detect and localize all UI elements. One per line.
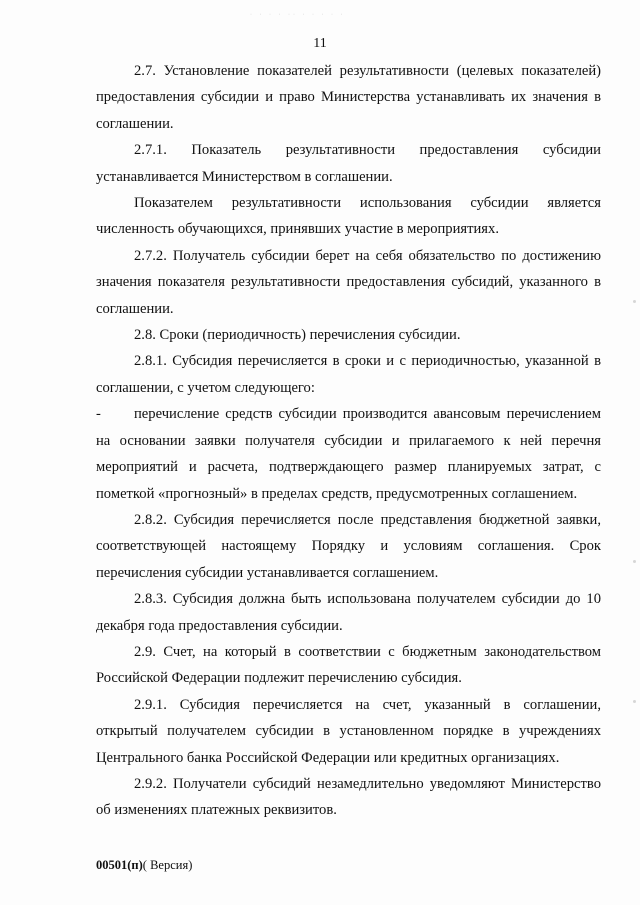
- scan-speck: [633, 300, 636, 303]
- scan-speck: [633, 700, 636, 703]
- scan-speck: [633, 560, 636, 563]
- scan-artifact: · · · · ·· · · · · ·: [250, 12, 346, 18]
- bullet-marker: -: [96, 406, 101, 423]
- paragraph-2-8-2: 2.8.2. Субсидия перечисляется после представления бюджетной заявки, соответствующей настоящему Порядку и условиям соглашения. Срок перечисления субсидии устанавливается соглашением.: [96, 511, 601, 581]
- paragraph-2-7: 2.7. Установление показателей результативности (целевых показателей) предоставления субсидии и право Министерства устанавливать их значения в соглашении.: [96, 63, 601, 132]
- document-body: [96, 58, 601, 824]
- document-footer: [96, 857, 192, 873]
- bullet-item: [96, 401, 601, 507]
- page-number: 11: [313, 36, 327, 51]
- paragraph-indicator: Показателем результативности использования субсидии является численность обучающихся, принявших участие в мероприятиях.: [96, 195, 601, 238]
- paragraph-2-9-2: 2.9.2. Получатели субсидий незамедлительно уведомляют Министерство об изменениях платежных реквизитов.: [96, 775, 601, 819]
- paragraph-2-8-3: 2.8.3. Субсидия должна быть использована получателем субсидии до 10 декабря года предоставления субсидии.: [96, 591, 601, 634]
- paragraph-2-8: 2.8. Сроки (периодичность) перечисления субсидии.: [134, 327, 461, 344]
- paragraph-2-7-2: 2.7.2. Получатель субсидии берет на себя обязательство по достижению значения показателя результативности предоставления субсидий, указанного в соглашении.: [96, 247, 601, 317]
- footer-label: ( Версия): [142, 858, 193, 872]
- paragraph-2-9: 2.9. Счет, на который в соответствии с бюджетным законодательством Российской Федерации подлежит перечислению субсидия.: [96, 643, 601, 687]
- bullet-text: перечисление средств субсидии производится авансовым перечислением на основании заявки получателя субсидии и прилагаемого к ней перечня мероприятий и расчета, подтверждающего размер планируемых затрат, с пометкой «прогнозный» в пределах средств, предусмотренных соглашением.: [96, 406, 601, 502]
- paragraph-2-7-1: 2.7.1. Показатель результативности предоставления субсидии устанавливается Министерством в соглашении.: [96, 142, 601, 185]
- paragraph-2-8-1: 2.8.1. Субсидия перечисляется в сроки и с периодичностью, указанной в соглашении, с учетом следующего:: [96, 353, 601, 396]
- paragraph-2-9-1: 2.9.1. Субсидия перечисляется на счет, указанный в соглашении, открытый получателем субсидии в установленном порядке в учреждениях Центрального банка Российской Федерации или кредитных организациях.: [96, 696, 601, 766]
- footer-code: 00501(п): [96, 858, 143, 872]
